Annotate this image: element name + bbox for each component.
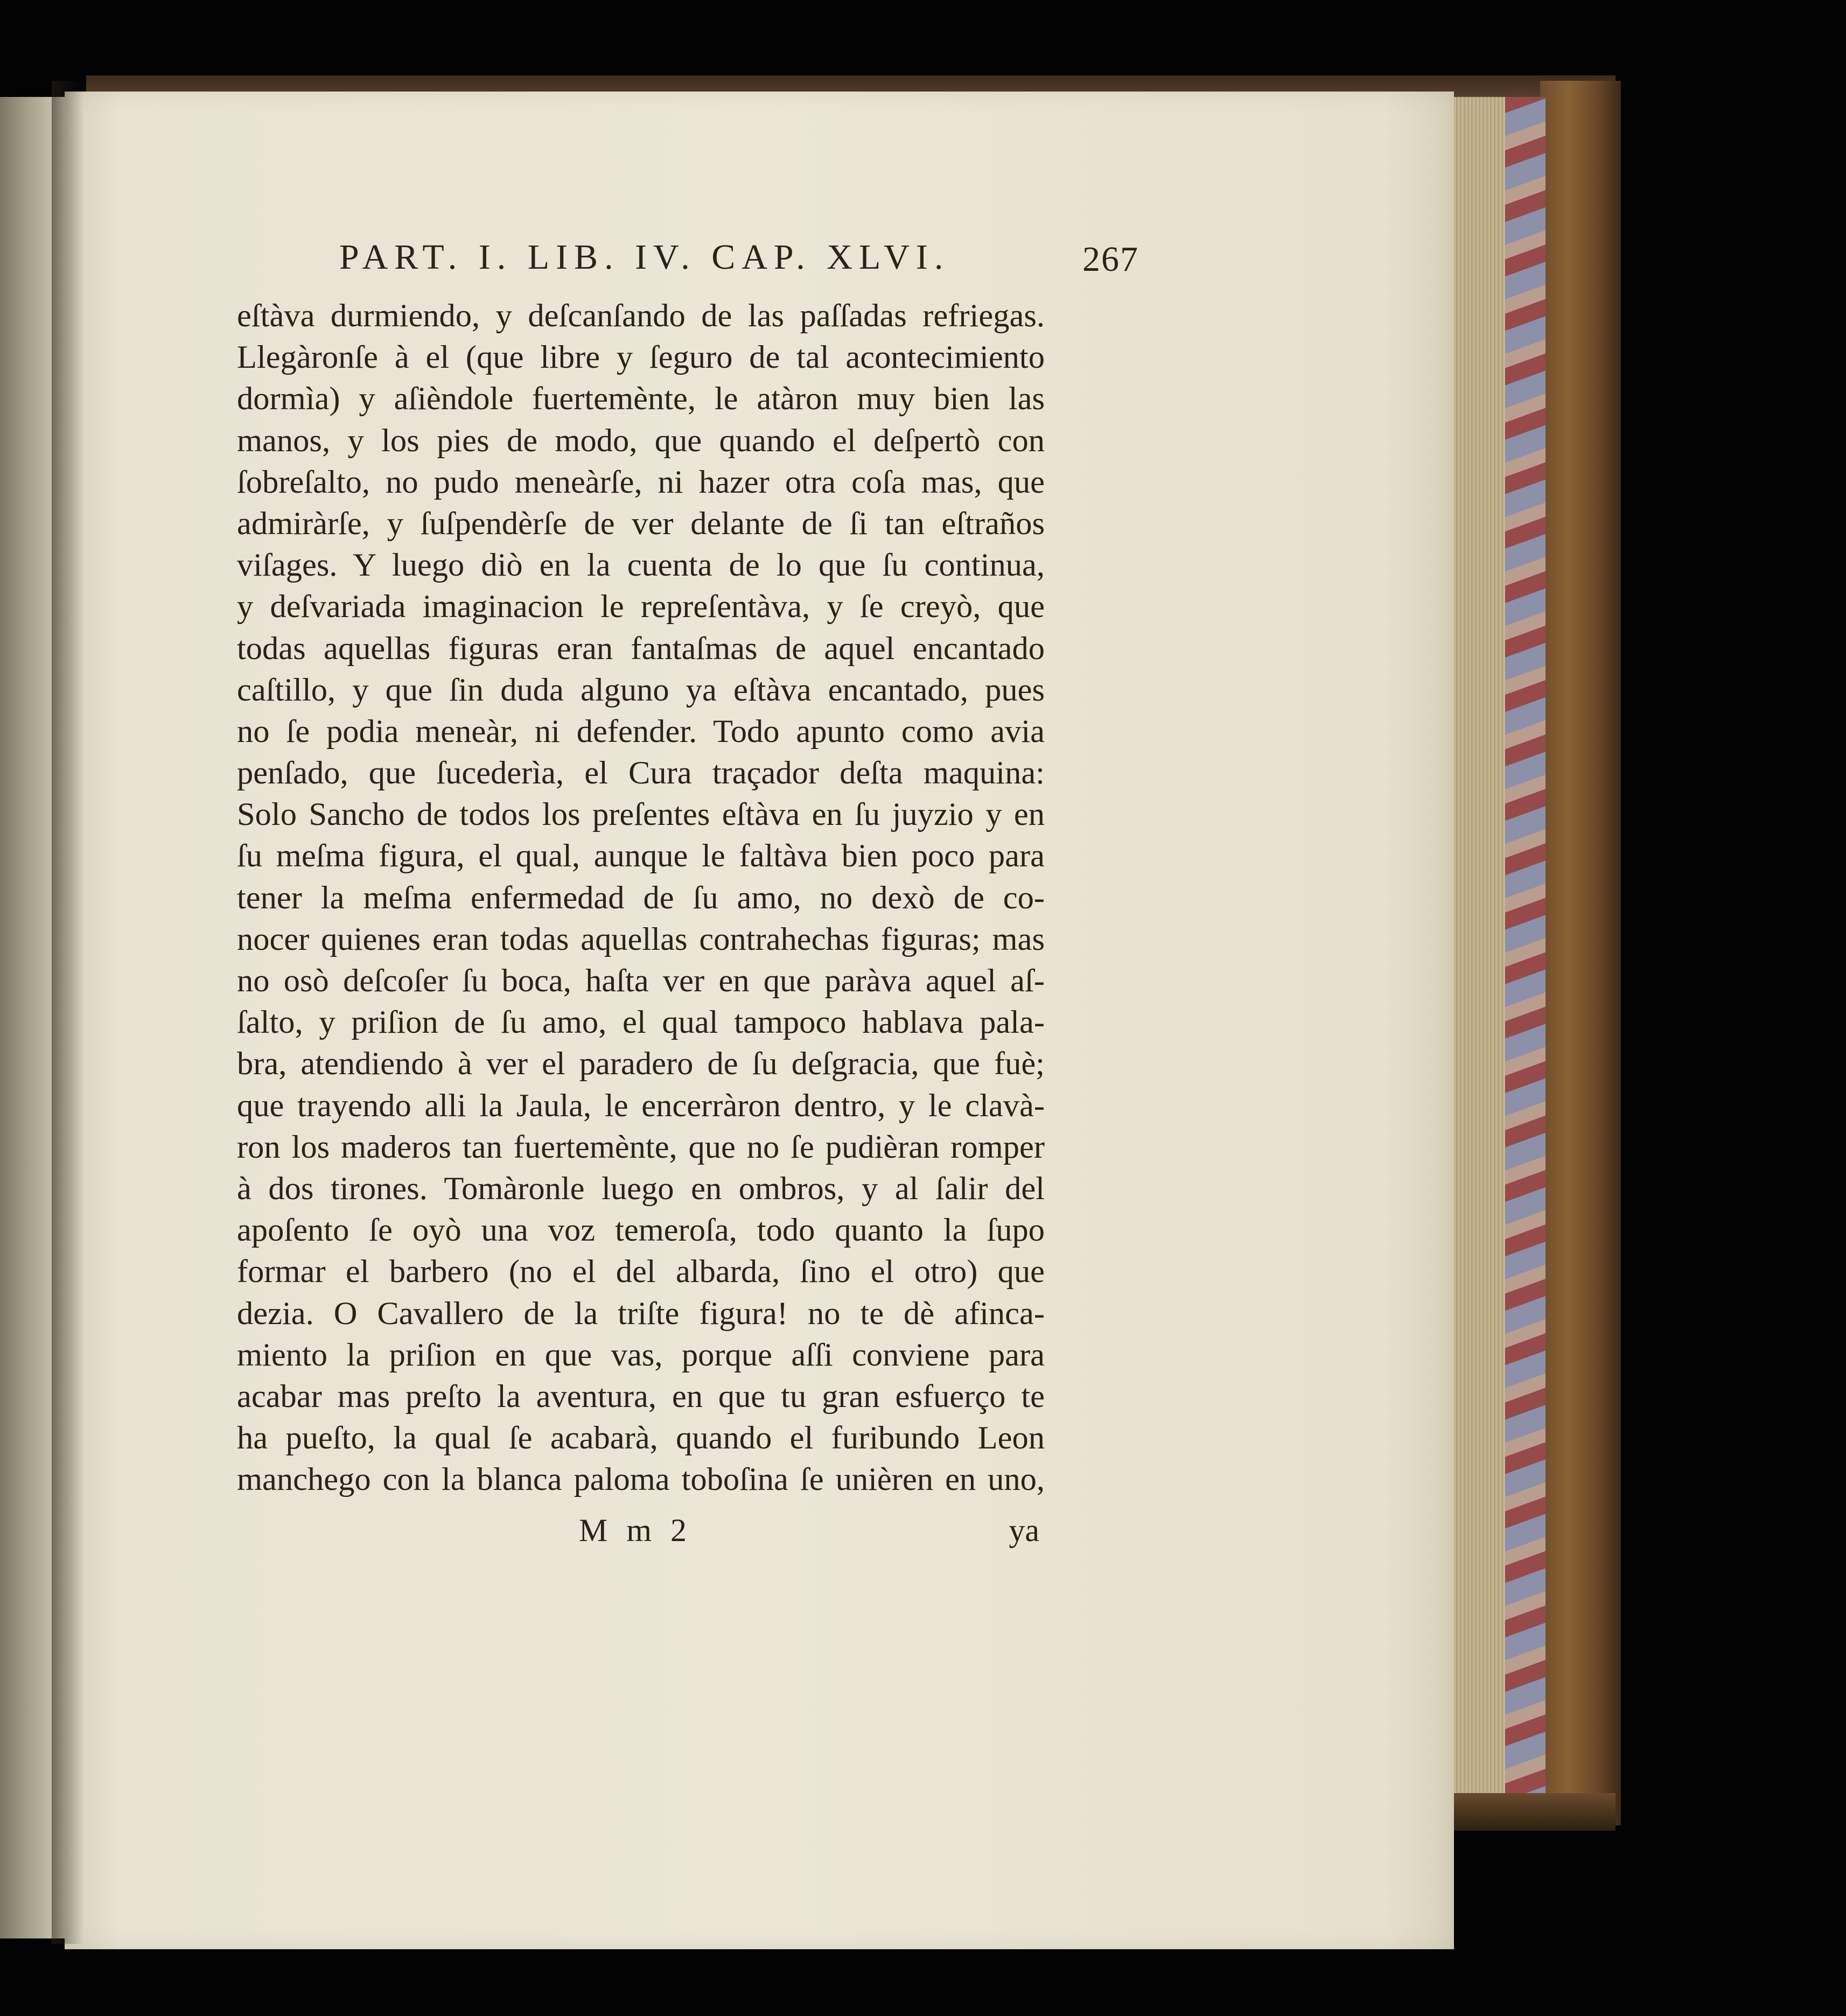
text-line: manos, y los pies de modo, que quando el deſpertò con xyxy=(237,422,1045,459)
text-line: Solo Sancho de todos los preſentes eſtàva en ſu juyzio y en xyxy=(237,796,1045,833)
body-text xyxy=(237,295,1045,1500)
text-line: tener la meſma enfermedad de ſu amo, no dexò de co- xyxy=(237,879,1045,916)
text-line: y deſvariada imaginacion le repreſentàva, y ſe creyò, que xyxy=(237,589,1045,625)
text-line: apoſento ſe oyò una voz temeroſa, todo quanto la ſupo xyxy=(237,1212,1045,1249)
text-line: caſtillo, y que ſin duda alguno ya eſtàva encantado, pues xyxy=(237,671,1045,708)
text-line: bra, atendiendo à ver el paradero de ſu deſgracia, que fuè; xyxy=(237,1046,1045,1082)
text-line: dezia. O Cavallero de la triſte figura! no te dè afinca- xyxy=(237,1295,1045,1332)
text-line: ſu meſma figura, el qual, aunque le faltàva bien poco para xyxy=(237,838,1045,874)
page-number: 267 xyxy=(1082,240,1139,279)
text-line: que trayendo alli la Jaula, le encerràron dentro, y le clavà- xyxy=(237,1087,1045,1124)
text-line: no osò deſcoſer ſu boca, haſta ver en que paràva aquel aſ- xyxy=(237,963,1045,999)
text-line: ron los maderos tan fuertemènte, que no ſe pudièran romper xyxy=(237,1129,1045,1165)
spine-shadow xyxy=(52,81,84,1944)
book-cover-bottom xyxy=(1454,1793,1616,1831)
text-line: nocer quienes eran todas aquellas contrahechas figuras; mas xyxy=(237,921,1045,957)
text-line: admiràrſe, y ſuſpendèrſe de ver delante de ſi tan eſtraños xyxy=(237,505,1045,542)
text-line: penſado, que ſucederìa, el Cura traçador deſta maquina: xyxy=(237,755,1045,792)
text-line: à dos tirones. Tomàronle luego en ombros, y al ſalir del xyxy=(237,1170,1045,1207)
text-line: ſalto, y priſion de ſu amo, el qual tampoco hablava pala- xyxy=(237,1004,1045,1041)
page-footer xyxy=(237,1512,1045,1555)
marbled-page-edge xyxy=(1502,97,1546,1831)
page-stack-edge xyxy=(1454,97,1505,1798)
text-line: no ſe podia meneàr, ni defender. Todo apunto como avia xyxy=(237,713,1045,750)
text-line: Llegàronſe à el (que libre y ſeguro de tal acontecimiento xyxy=(237,339,1045,376)
text-line: eſtàva durmiendo, y deſcanſando de las paſſadas refriegas. xyxy=(237,298,1045,334)
signature-mark: M m 2 xyxy=(579,1513,693,1548)
catchword: ya xyxy=(1009,1513,1039,1548)
page-header xyxy=(339,237,1139,285)
text-line: todas aquellas figuras eran fantaſmas de aquel encantado xyxy=(237,630,1045,667)
text-line: formar el barbero (no el del albarda, ſino el otro) que xyxy=(237,1254,1045,1290)
text-line: acabar mas preſto la aventura, en que tu gran esfuerço te xyxy=(237,1378,1045,1415)
running-head: PART. I. LIB. IV. CAP. XLVI. xyxy=(339,237,950,277)
text-line: miento la priſion en que vas, porque aſſi conviene para xyxy=(237,1336,1045,1373)
text-line: manchego con la blanca paloma toboſina ſe unièren en uno, xyxy=(237,1461,1045,1498)
text-line: ſobreſalto, no pudo meneàrſe, ni hazer otra coſa mas, que xyxy=(237,464,1045,500)
text-line: ha pueſto, la qual ſe acabarà, quando el furibundo Leon xyxy=(237,1420,1045,1457)
text-line: viſages. Y luego diò en la cuenta de lo que ſu continua, xyxy=(237,547,1045,584)
text-line: dormìa) y aſièndole fuertemènte, le atàron muy bien las xyxy=(237,381,1045,417)
book-cover-right xyxy=(1540,81,1621,1825)
